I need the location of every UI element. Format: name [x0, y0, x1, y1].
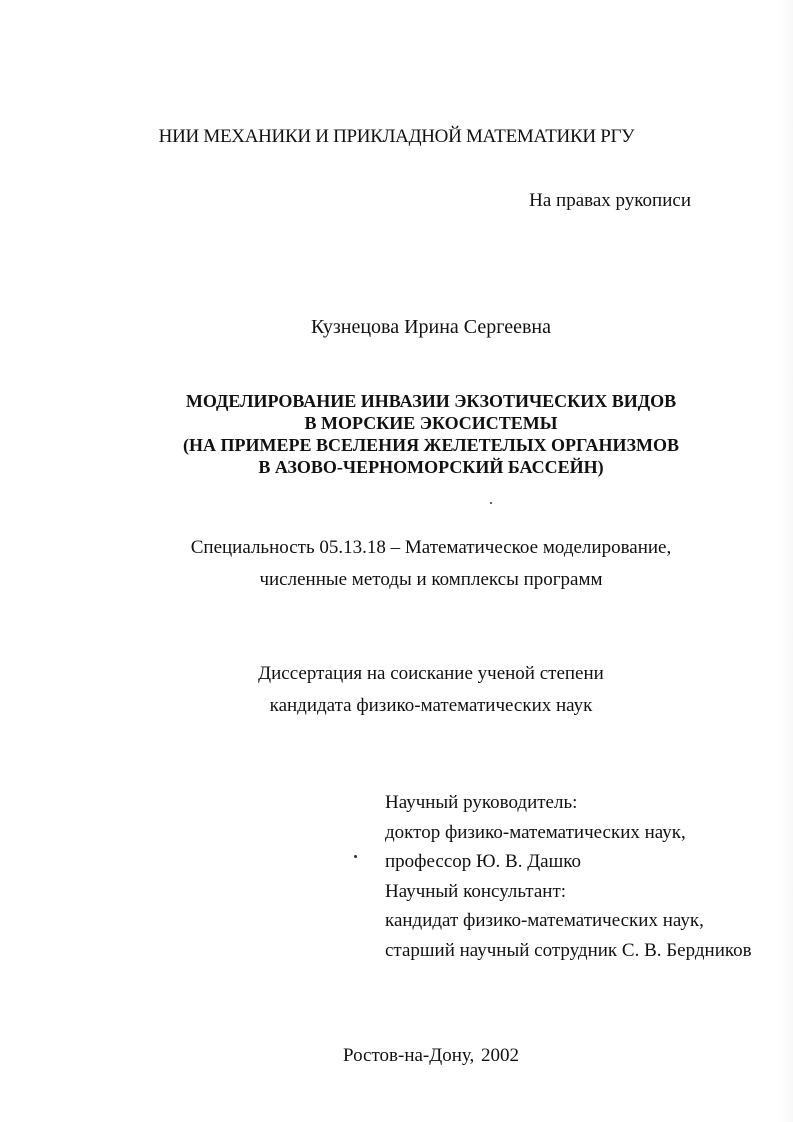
city-year: Ростов-на-Дону, 2002 — [342, 1045, 519, 1066]
title-line: В МОРСКИЕ ЭКОСИСТЕМЫ — [304, 413, 558, 433]
scan-speck — [490, 502, 492, 504]
author-name: Кузнецова Ирина Сергеевна — [311, 316, 551, 338]
degree-line: Диссертация на соискание ученой степени — [258, 663, 604, 684]
title-line: В АЗОВО-ЧЕРНОМОРСКИЙ БАССЕЙН) — [258, 457, 604, 477]
degree-line: кандидата физико-математических наук — [269, 695, 593, 716]
supervisor-line: профессор Ю. В. Дашко — [385, 851, 581, 873]
degree-block — [0, 658, 793, 722]
supervisor-line: Научный руководитель: — [385, 792, 578, 813]
institution-header: НИИ МЕХАНИКИ И ПРИКЛАДНОЙ МАТЕМАТИКИ РГУ — [158, 126, 635, 147]
supervisor-line: Научный консультант: — [385, 880, 567, 902]
scan-edge-shadow — [779, 0, 793, 1122]
rights-notice: На правах рукописи — [529, 190, 691, 211]
title-line: (НА ПРИМЕРЕ ВСЕЛЕНИЯ ЖЕЛЕТЕЛЫХ ОРГАНИЗМОВ — [182, 435, 679, 455]
title-line: МОДЕЛИРОВАНИЕ ИНВАЗИИ ЭКЗОТИЧЕСКИХ ВИДОВ — [185, 391, 677, 411]
supervisor-line: старший научный сотрудник С. В. Бердников — [385, 939, 752, 961]
specialty-line: Специальность 05.13.18 – Математическое моделирование, — [190, 537, 672, 558]
supervisor-line: доктор физико-математических наук, — [385, 821, 686, 843]
specialty-line: численные методы и комплексы программ — [259, 569, 603, 590]
supervisors-block — [385, 788, 752, 966]
specialty-block — [0, 532, 793, 596]
scan-speck — [354, 855, 357, 858]
dissertation-title — [0, 390, 793, 478]
supervisor-line: кандидат физико-математических наук, — [385, 910, 704, 932]
